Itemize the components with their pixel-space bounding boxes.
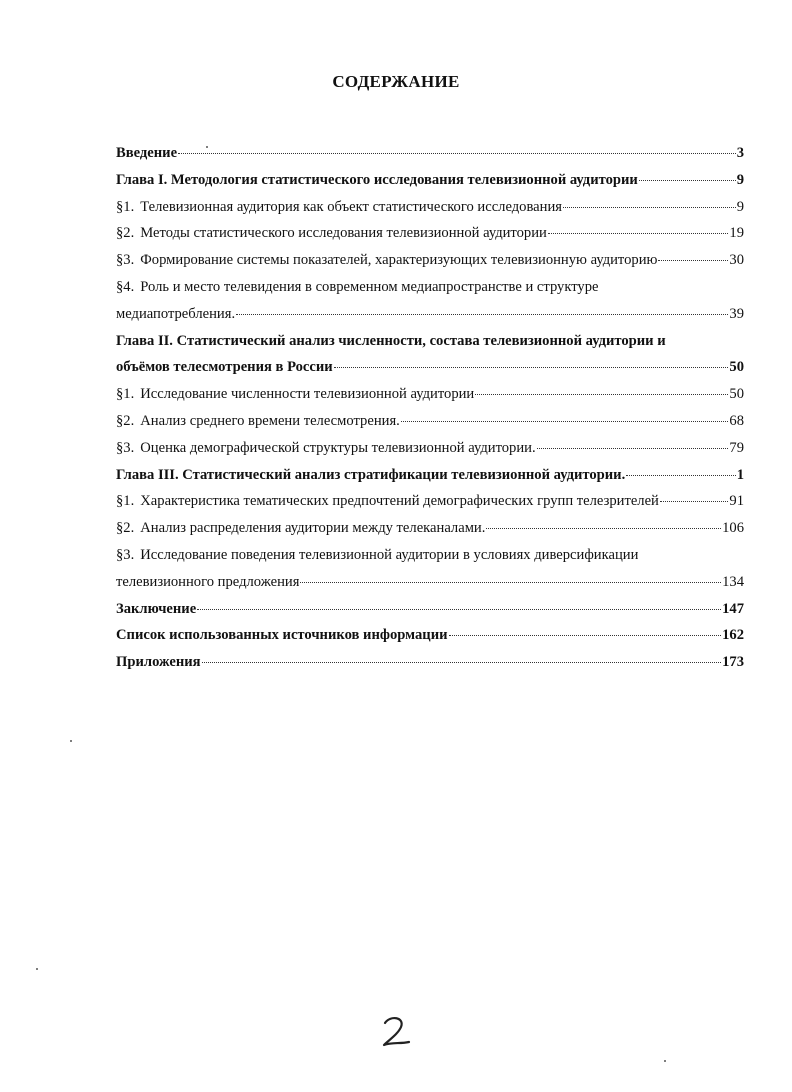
- toc-entry-page: 19: [729, 225, 744, 242]
- toc-entry-page: 39: [729, 305, 744, 322]
- toc-entry-page: 147: [722, 600, 744, 617]
- toc-entry-section-number: §3.: [116, 439, 135, 456]
- toc-entry-page: 50: [729, 359, 744, 376]
- toc-entry-page: 79: [729, 439, 744, 456]
- handwritten-page-number: [0, 1013, 792, 1058]
- toc-entry-title: телевизионного предложения: [116, 573, 300, 590]
- toc-entry-appendices: [116, 654, 744, 681]
- scan-speck: [36, 968, 38, 970]
- dot-leader: [178, 153, 736, 154]
- toc-entry-page: 3: [736, 145, 744, 161]
- toc-entry-page: 106: [722, 520, 744, 537]
- handwritten-number-image: [376, 1013, 416, 1053]
- toc-entry-section-number: §2.: [116, 520, 135, 537]
- dot-leader: [639, 180, 736, 181]
- toc-entry-title: Исследование численности телевизионной аудитории: [140, 386, 475, 403]
- toc-entry-title: Заключение: [116, 600, 197, 617]
- dot-leader: [548, 233, 729, 234]
- toc-entry-page: 9: [736, 198, 744, 215]
- toc-entry-section-number: §1.: [116, 493, 135, 510]
- toc-entry-ch3-sec2: [116, 520, 744, 547]
- toc-entry-section-number: §1.: [116, 386, 135, 403]
- dot-leader: [300, 582, 721, 583]
- dot-leader: [563, 207, 736, 208]
- toc-entry-section-number: §2.: [116, 412, 135, 429]
- toc-entry-chapter-2: [116, 333, 744, 360]
- dot-leader: [537, 448, 729, 449]
- toc-entry-chapter-2-cont: [116, 359, 744, 386]
- dot-leader: [626, 475, 735, 476]
- toc-entry-title: Анализ распределения аудитории между телеканалами.: [140, 520, 486, 537]
- toc-entry-page: 68: [729, 412, 744, 429]
- toc-entry-title: Анализ среднего времени телесмотрения.: [140, 412, 400, 429]
- toc-entry-title: Глава III. Статистический анализ стратификации телевизионной аудитории.: [116, 466, 626, 483]
- toc-entry-references: [116, 627, 744, 654]
- page-title: СОДЕРЖАНИЕ: [332, 72, 460, 91]
- toc-entry-page: 30: [729, 252, 744, 269]
- toc-entry-page: 173: [722, 654, 744, 671]
- dot-leader: [202, 662, 722, 663]
- scan-speck: [70, 740, 72, 742]
- toc-entry-page: 162: [722, 627, 744, 644]
- toc-entry-ch1-sec4: [116, 279, 744, 306]
- toc-entry-ch1-sec1: [116, 199, 744, 226]
- toc-entry-ch2-sec2: [116, 413, 744, 440]
- dot-leader: [236, 314, 728, 315]
- toc-entry-ch3-sec3-cont: [116, 574, 744, 601]
- toc-entry-page: 1: [736, 466, 744, 483]
- toc-entry-section-number: §3.: [116, 252, 135, 269]
- toc-entry-chapter-1: [116, 172, 744, 199]
- dot-leader: [401, 421, 729, 422]
- toc-entry-ch2-sec1: [116, 386, 744, 413]
- toc-entry-title: Список использованных источников информации: [116, 627, 448, 644]
- scan-speck: [206, 146, 208, 148]
- dot-leader: [660, 501, 729, 502]
- toc-entry-section-number: §3.: [116, 546, 135, 563]
- toc-entry-title: Глава II. Статистический анализ численности, состава телевизионной аудитории и: [116, 332, 666, 349]
- dot-leader: [197, 609, 721, 610]
- dot-leader: [449, 635, 722, 636]
- toc-entry-ch1-sec2: [116, 225, 744, 252]
- toc-entry-page: 134: [722, 573, 744, 590]
- toc-entry-title: Методы статистического исследования телевизионной аудитории: [140, 225, 547, 242]
- toc-entry-title: Оценка демографической структуры телевизионной аудитории.: [140, 439, 536, 456]
- toc-entry-section-number: §4.: [116, 278, 135, 295]
- toc-entry-page: 50: [729, 386, 744, 403]
- toc-entry-ch2-sec3: [116, 440, 744, 467]
- toc-entry-section-number: §1.: [116, 198, 135, 215]
- toc-entry-conclusion: [116, 601, 744, 628]
- toc-entry-title: Приложения: [116, 654, 201, 671]
- toc-entry-ch3-sec1: [116, 493, 744, 520]
- toc-entry-page: 91: [729, 493, 744, 510]
- toc-entry-title: Телевизионная аудитория как объект статистического исследования: [140, 198, 562, 215]
- toc-entry-section-number: §2.: [116, 225, 135, 242]
- dot-leader: [475, 394, 728, 395]
- dot-leader: [486, 528, 721, 529]
- toc-entry-page: 9: [736, 171, 744, 188]
- table-of-contents: [116, 145, 744, 681]
- toc-entry-ch1-sec3: [116, 252, 744, 279]
- toc-entry-ch3-sec3: [116, 547, 744, 574]
- toc-entry-title: Характеристика тематических предпочтений демографических групп телезрителей: [140, 493, 659, 510]
- toc-entry-title: Исследование поведения телевизионной аудитории в условиях диверсификации: [140, 546, 639, 563]
- toc-entry-title: медиапотребления.: [116, 305, 236, 322]
- toc-entry-chapter-3: [116, 467, 744, 494]
- toc-entry-ch1-sec4-cont: [116, 306, 744, 333]
- toc-entry-title: объёмов телесмотрения в России: [116, 359, 333, 376]
- dot-leader: [334, 367, 729, 368]
- toc-entry-title: Формирование системы показателей, характеризующих телевизионную аудиторию: [140, 252, 658, 269]
- toc-entry-introduction: [116, 145, 744, 172]
- dot-leader: [658, 260, 728, 261]
- toc-entry-title: Роль и место телевидения в современном медиапространстве и структуре: [140, 278, 599, 295]
- toc-entry-title: Введение: [116, 145, 178, 161]
- toc-entry-title: Глава I. Методология статистического исследования телевизионной аудитории: [116, 171, 638, 188]
- scan-speck: [664, 1060, 666, 1062]
